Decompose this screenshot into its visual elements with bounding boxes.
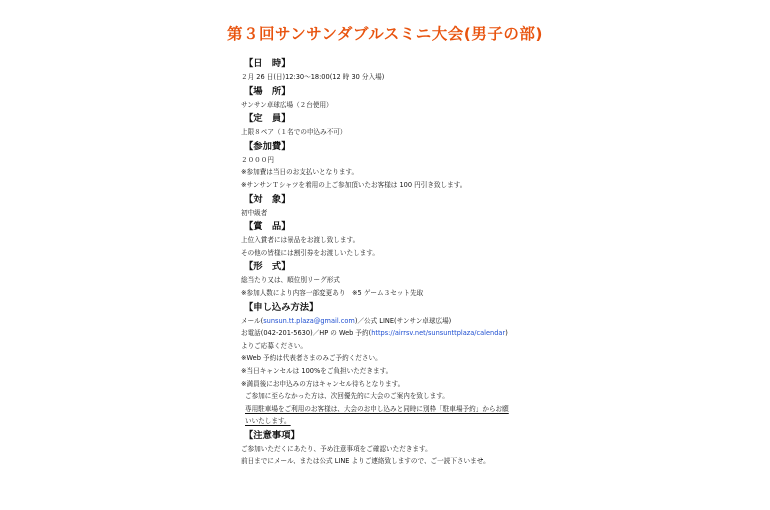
web-reservation-link[interactable]: https://airrsv.net/sunsunttplaza/calendar — [371, 329, 506, 338]
apply-email-suffix: )／公式 LINE(サンサン卓球広場) — [354, 316, 452, 325]
apply-note: ※Web 予約は代表者さまのみご予約ください。 — [241, 354, 382, 363]
section-apply — [241, 300, 541, 428]
section-heading: 【定 員】 — [244, 113, 291, 125]
apply-email-line — [241, 315, 541, 328]
apply-text: よりご応募ください。 — [241, 341, 307, 350]
section-capacity — [241, 111, 541, 139]
parking-note — [241, 403, 541, 416]
section-heading: 【形 式】 — [244, 261, 291, 273]
parking-note-continued — [241, 415, 541, 428]
section-prizes — [241, 219, 541, 259]
capacity-text: 上限８ペア（１名での申込み不可） — [241, 128, 347, 137]
section-venue — [241, 84, 541, 112]
prize-text: その他の皆様には割引券をお渡しいたします。 — [241, 248, 379, 257]
section-heading: 【対 象】 — [244, 193, 291, 205]
format-text: 総当たり又は、順位別リーグ形式 — [241, 276, 340, 285]
apply-note: ※満員後にお申込みの方はキャンセル待ちとなります。 — [241, 379, 405, 388]
apply-note: ご参加に至らなかった方は、次回優先的に大会のご案内を致します。 — [245, 392, 449, 401]
apply-phone-prefix: お電話(042-201-5630)／HP の Web 予約( — [241, 329, 372, 338]
section-notes — [241, 428, 541, 468]
target-text: 初中級者 — [241, 208, 268, 217]
section-date — [241, 56, 541, 84]
section-heading: 【申し込み方法】 — [244, 301, 319, 313]
parking-note-text-continued: いいたします。 — [245, 417, 291, 426]
parking-note-text: 専用駐車場をご利用のお客様は、大会のお申し込みと同時に別枠「駐車場予約」からお願 — [245, 404, 509, 413]
section-heading: 【場 所】 — [244, 85, 291, 97]
section-format — [241, 259, 541, 299]
section-heading: 【賞 品】 — [244, 221, 291, 233]
apply-url-suffix: ) — [505, 329, 508, 338]
apply-email-prefix: メール( — [241, 316, 264, 325]
apply-phone-line — [241, 327, 541, 340]
format-note: ※参加人数により内容一部変更あり ※5 ゲーム３セット先取 — [241, 288, 424, 297]
fee-amount: ２０００円 — [241, 155, 274, 164]
fee-discount-note: ※サンサンＴシャツを着用の上ご参加頂いたお客様は 100 円引き致します。 — [241, 180, 467, 189]
apply-note: ※当日キャンセルは 100%をご負担いただきます。 — [241, 366, 393, 375]
section-fee — [241, 139, 541, 192]
section-heading: 【日 時】 — [244, 58, 291, 69]
notes-text: 前日までにメール、または公式 LINE よりご連絡致しますので、ご一読下さいませ。 — [241, 457, 490, 466]
section-target — [241, 192, 541, 220]
page-title: 第３回サンサンダブルスミニ大会(男子の部) — [227, 25, 543, 43]
venue-text: サンサン卓球広場（２台使用） — [241, 100, 333, 109]
notes-text: ご参加いただくにあたり、予め注意事項をご確認いただきます。 — [241, 444, 432, 453]
section-heading: 【参加費】 — [244, 140, 291, 152]
fee-note: ※参加費は当日のお支払いとなります。 — [241, 168, 359, 177]
date-text: ２月 26 日(日)12:30～18:00(12 時 30 分入場) — [241, 73, 385, 81]
event-details — [241, 56, 541, 468]
prize-text: 上位入賞者には景品をお渡し致します。 — [241, 236, 360, 245]
section-heading: 【注意事項】 — [244, 429, 300, 441]
email-link[interactable]: sunsun.tt.plaza@gmail.com — [263, 316, 355, 325]
